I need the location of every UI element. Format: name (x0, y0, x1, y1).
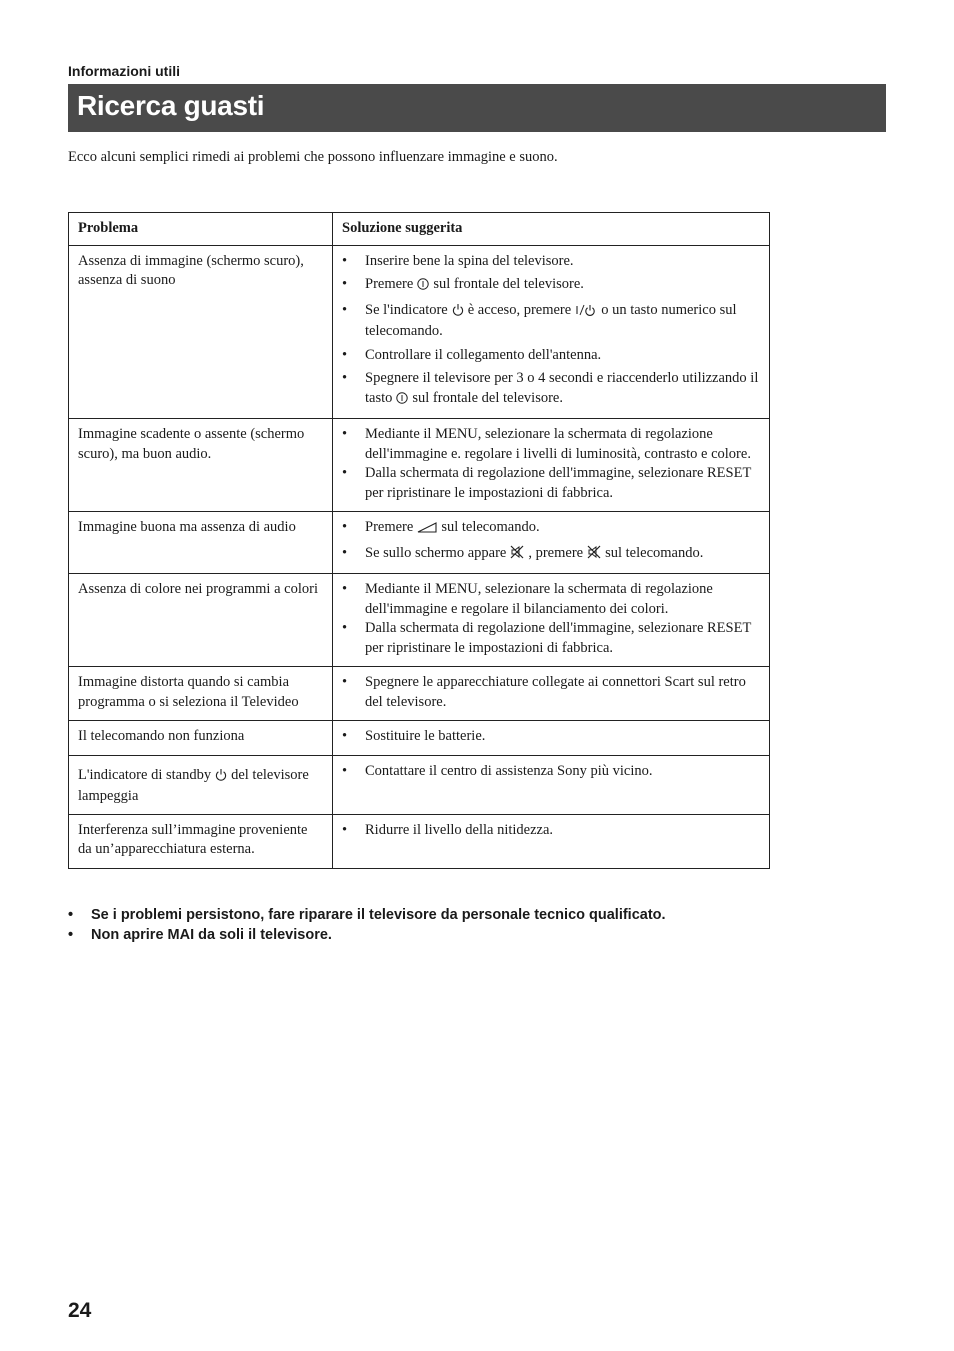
solution-list (342, 727, 760, 747)
standby-icon (452, 303, 464, 323)
problem-cell (69, 755, 333, 814)
solution-text: sul telecomando. (605, 544, 704, 561)
list-item: • Mediante il MENU, selezionare la schermata di regolazione dell'immagine e regolare il bilanciamento dei colori. (342, 580, 760, 619)
warnings-list (68, 906, 666, 945)
solution-text: o un tasto numerico sul telecomando. (365, 301, 737, 339)
table-header-row (69, 213, 770, 246)
solution-text: Premere (365, 519, 414, 535)
page-title: Ricerca guasti (77, 90, 265, 121)
solution-list (342, 580, 760, 658)
header-problem: Problema (69, 213, 333, 246)
list-item: • Spegnere le apparecchiature collegate ai connettori Scart sul retro del televisore. (342, 673, 760, 712)
problem-cell: Immagine buona ma assenza di audio (69, 512, 333, 574)
list-item: • Contattare il centro di assistenza Sony più vicino. (342, 762, 760, 782)
solution-cell (333, 512, 770, 574)
list-item: • Controllare il collegamento dell'antenna. (342, 346, 760, 366)
solution-cell (333, 419, 770, 512)
problem-cell: Assenza di immagine (schermo scuro), assenza di suono (69, 245, 333, 419)
solution-list (342, 821, 760, 841)
table-row (69, 667, 770, 721)
problem-text: L'indicatore di standby (78, 766, 212, 783)
solution-text: Se l'indicatore (365, 301, 448, 318)
mute-icon (587, 545, 601, 566)
list-item (342, 369, 760, 410)
solution-list (342, 518, 760, 565)
warning-item: • Se i problemi persistono, fare riparare il televisore da personale tecnico qualificato. (68, 906, 666, 926)
problem-text: del televisore lampeggia (78, 766, 309, 804)
solution-list (342, 425, 760, 503)
solution-list (342, 762, 760, 782)
troubleshooting-table (68, 212, 770, 869)
solution-text: Spegnere il televisore per 3 o 4 secondi e riaccenderlo utilizzando il tasto (365, 370, 759, 406)
solution-cell (333, 755, 770, 814)
mute-icon (510, 545, 524, 566)
problem-cell: Immagine scadente o assente (schermo scuro), ma buon audio. (69, 419, 333, 512)
warning-item: • Non aprire MAI da soli il televisore. (68, 926, 666, 946)
table-row (69, 574, 770, 667)
table-row (69, 721, 770, 756)
list-item: • Dalla schermata di regolazione dell'immagine, selezionare RESET per ripristinare le impostazioni di fabbrica. (342, 464, 760, 503)
problem-cell: Interferenza sull’immagine proveniente da un’apparecchiatura esterna. (69, 814, 333, 868)
list-item: • Mediante il MENU, selezionare la schermata di regolazione dell'immagine e. regolare i livelli di luminosità, contrasto e colore. (342, 425, 760, 464)
power-standby-toggle-icon (575, 303, 597, 323)
standby-icon (215, 768, 227, 788)
list-item (342, 301, 760, 342)
power-button-icon (417, 277, 429, 297)
list-item: • Dalla schermata di regolazione dell'immagine, selezionare RESET per ripristinare le impostazioni di fabbrica. (342, 619, 760, 658)
header-solution: Soluzione suggerita (333, 213, 770, 246)
table-row (69, 419, 770, 512)
solution-cell (333, 721, 770, 756)
section-label: Informazioni utili (68, 63, 180, 79)
volume-up-icon (417, 520, 437, 540)
solution-list (342, 252, 760, 411)
solution-cell (333, 245, 770, 419)
solution-text: sul telecomando. (441, 519, 540, 535)
solution-text: sul frontale del televisore. (433, 276, 584, 292)
table-row (69, 755, 770, 814)
table-row (69, 245, 770, 419)
solution-text: sul frontale del televisore. (412, 389, 563, 406)
page-number: 24 (68, 1299, 92, 1322)
solution-cell (333, 814, 770, 868)
solution-list (342, 673, 760, 712)
list-item (342, 544, 760, 566)
problem-cell: Assenza di colore nei programmi a colori (69, 574, 333, 667)
solution-text: , premere (528, 544, 584, 561)
list-item: • Inserire bene la spina del televisore. (342, 252, 760, 272)
solution-text: Premere (365, 276, 414, 292)
intro-text: Ecco alcuni semplici rimedi ai problemi che possono influenzare immagine e suono. (68, 149, 558, 165)
list-item (342, 518, 760, 540)
solution-cell (333, 667, 770, 721)
list-item (342, 275, 760, 297)
problem-cell: Il telecomando non funziona (69, 721, 333, 756)
title-bar (68, 84, 886, 132)
table-row (69, 814, 770, 868)
problem-cell: Immagine distorta quando si cambia programma o si seleziona il Televideo (69, 667, 333, 721)
power-button-icon (396, 391, 408, 411)
list-item: • Ridurre il livello della nitidezza. (342, 821, 760, 841)
list-item: • Sostituire le batterie. (342, 727, 760, 747)
solution-text: è acceso, premere (467, 301, 572, 318)
solution-text: Se sullo schermo appare (365, 544, 507, 561)
table-row (69, 512, 770, 574)
solution-cell (333, 574, 770, 667)
